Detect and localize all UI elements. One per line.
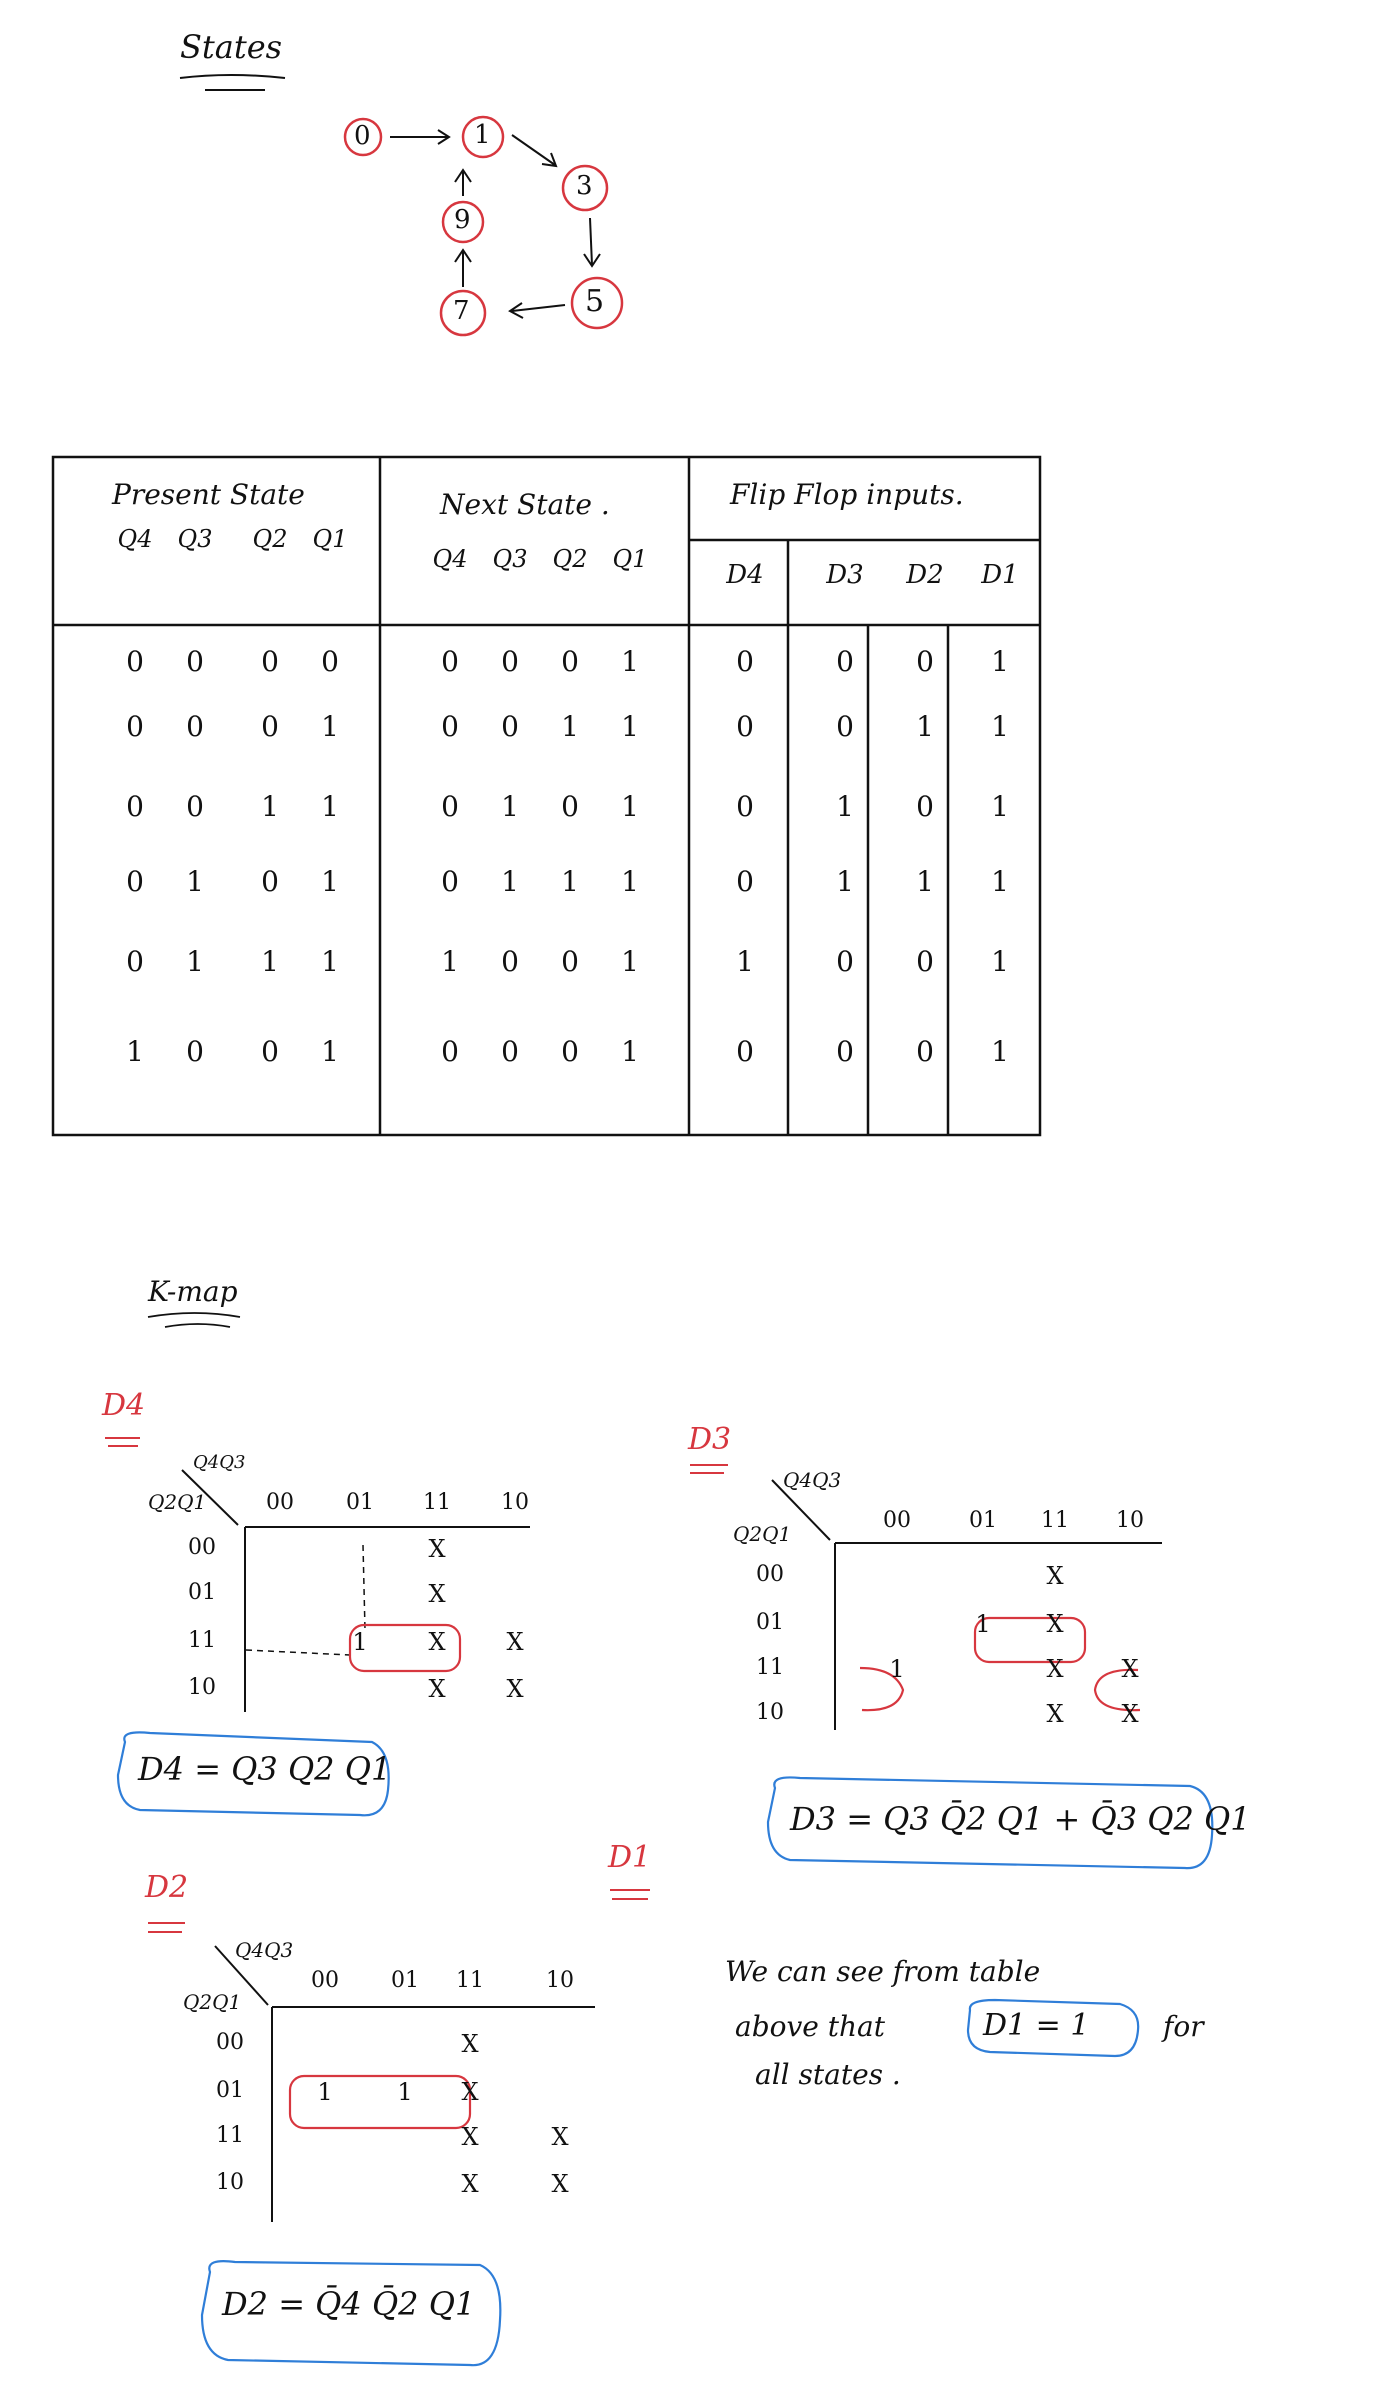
input-cell: 1 (836, 790, 854, 823)
d4-row-label: 01 (188, 1580, 216, 1605)
present-cell: 0 (261, 710, 279, 743)
input-cell: 0 (736, 790, 754, 823)
d2-corner-top: Q4Q3 (235, 1938, 294, 1962)
input-cell: 1 (916, 710, 934, 743)
next-cell: 1 (621, 645, 639, 678)
present-cell: 1 (321, 945, 339, 978)
d4-corner-top: Q4Q3 (193, 1452, 246, 1473)
input-cell: 0 (836, 1035, 854, 1068)
present-cell: 0 (126, 645, 144, 678)
d2-cell: X (461, 2030, 479, 2058)
flipflop-inputs-header: Flip Flop inputs. (730, 478, 964, 511)
d4-col-label: 10 (501, 1490, 529, 1515)
input-col-header: D2 (906, 560, 944, 590)
d2-cell: X (551, 2170, 569, 2198)
d2-cell: X (461, 2170, 479, 2198)
d2-row-label: 00 (216, 2030, 244, 2055)
input-cell: 1 (991, 1035, 1009, 1068)
d3-cell: X (1046, 1562, 1064, 1590)
input-cell: 0 (736, 865, 754, 898)
next-cell: 0 (501, 945, 519, 978)
present-cell: 0 (186, 710, 204, 743)
next-cell: 1 (621, 1035, 639, 1068)
input-cell: 0 (916, 1035, 934, 1068)
d4-cell: X (506, 1675, 524, 1703)
d3-col-label: 11 (1041, 1508, 1069, 1533)
state-5-label: 5 (585, 284, 605, 319)
next-cell: 1 (621, 790, 639, 823)
d1-note-after: for (1163, 2010, 1204, 2043)
next-cell: 0 (441, 790, 459, 823)
state-9-label: 9 (454, 205, 471, 235)
input-cell: 0 (736, 1035, 754, 1068)
present-cell: 0 (186, 645, 204, 678)
d3-corner-top: Q4Q3 (783, 1468, 842, 1492)
d4-col-label: 11 (423, 1490, 451, 1515)
next-cell: 0 (441, 710, 459, 743)
d3-cell: X (1046, 1655, 1064, 1683)
present-cell: 0 (186, 1035, 204, 1068)
d4-cell: X (428, 1628, 446, 1656)
d2-row-label: 10 (216, 2170, 244, 2195)
next-cell: 0 (561, 1035, 579, 1068)
present-col-header: Q2 (252, 525, 288, 553)
input-cell: 0 (916, 945, 934, 978)
present-state-header: Present State (112, 478, 305, 511)
d3-col-label: 10 (1116, 1508, 1144, 1533)
next-cell: 1 (621, 945, 639, 978)
next-state-header: Next State . (440, 488, 610, 521)
d2-corner-side: Q2Q1 (183, 1990, 242, 2014)
d2-col-label: 00 (311, 1968, 339, 1993)
d3-cell: X (1046, 1700, 1064, 1728)
d4-cell: X (428, 1535, 446, 1563)
state-7-label: 7 (453, 296, 470, 326)
d3-col-label: 00 (883, 1508, 911, 1533)
next-cell: 0 (441, 865, 459, 898)
input-cell: 1 (991, 790, 1009, 823)
d3-row-label: 11 (756, 1655, 784, 1680)
input-cell: 0 (836, 645, 854, 678)
input-cell: 0 (916, 790, 934, 823)
d3-corner-side: Q2Q1 (733, 1522, 792, 1546)
present-cell: 0 (186, 790, 204, 823)
d4-cell: X (506, 1628, 524, 1656)
d2-row-label: 01 (216, 2078, 244, 2103)
next-col-header: Q4 (432, 545, 468, 573)
d2-col-label: 10 (546, 1968, 574, 1993)
d4-row-label: 00 (188, 1535, 216, 1560)
input-col-header: D4 (726, 560, 764, 590)
present-col-header: Q3 (177, 525, 213, 553)
present-cell: 1 (321, 865, 339, 898)
present-cell: 1 (321, 1035, 339, 1068)
d4-col-label: 01 (346, 1490, 374, 1515)
d4-row-label: 10 (188, 1675, 216, 1700)
d3-row-label: 01 (756, 1610, 784, 1635)
d4-row-label: 11 (188, 1628, 216, 1653)
input-cell: 0 (916, 645, 934, 678)
present-cell: 0 (126, 865, 144, 898)
input-cell: 1 (991, 865, 1009, 898)
d1-note-line1: We can see from table (725, 1955, 1041, 1988)
present-cell: 0 (261, 645, 279, 678)
present-cell: 1 (186, 865, 204, 898)
present-cell: 0 (261, 1035, 279, 1068)
present-cell: 0 (261, 865, 279, 898)
kmap-heading: K-map (148, 1275, 238, 1308)
d2-equation: D2 = Q̄4 Q̄2 Q1 (222, 2285, 476, 2323)
next-cell: 0 (561, 645, 579, 678)
present-cell: 1 (186, 945, 204, 978)
d3-row-label: 00 (756, 1562, 784, 1587)
next-cell: 0 (441, 1035, 459, 1068)
state-3-label: 3 (576, 171, 593, 201)
next-col-header: Q3 (492, 545, 528, 573)
d3-equation: D3 = Q3 Q̄2 Q1 + Q̄3 Q2 Q1 (790, 1800, 1251, 1838)
d2-row-label: 11 (216, 2123, 244, 2148)
d4-col-label: 00 (266, 1490, 294, 1515)
input-cell: 1 (991, 945, 1009, 978)
d3-cell: X (1121, 1655, 1139, 1683)
state-0-label: 0 (354, 121, 371, 151)
input-cell: 1 (991, 710, 1009, 743)
next-cell: 0 (501, 1035, 519, 1068)
present-cell: 0 (126, 945, 144, 978)
next-cell: 1 (501, 865, 519, 898)
present-cell: 0 (321, 645, 339, 678)
input-cell: 0 (736, 645, 754, 678)
d2-col-label: 11 (456, 1968, 484, 1993)
d1-note-line2: above that (735, 2010, 885, 2043)
present-cell: 1 (126, 1035, 144, 1068)
input-cell: 1 (836, 865, 854, 898)
d4-cell: 1 (352, 1628, 368, 1656)
present-cell: 1 (261, 945, 279, 978)
next-cell: 1 (501, 790, 519, 823)
d3-cell: 1 (975, 1610, 991, 1638)
present-cell: 1 (321, 710, 339, 743)
present-cell: 1 (261, 790, 279, 823)
states-heading: States (180, 28, 283, 66)
d2-cell: X (551, 2123, 569, 2151)
d2-cell: 1 (317, 2078, 333, 2106)
next-cell: 1 (441, 945, 459, 978)
d4-cell: X (428, 1580, 446, 1608)
d3-cell: 1 (889, 1655, 905, 1683)
d3-cell: X (1046, 1610, 1064, 1638)
next-cell: 0 (561, 945, 579, 978)
d4-equation: D4 = Q3 Q2 Q1 (138, 1750, 392, 1788)
next-cell: 1 (621, 865, 639, 898)
input-cell: 1 (991, 645, 1009, 678)
d2-cell: 1 (397, 2078, 413, 2106)
present-col-header: Q4 (117, 525, 153, 553)
d4-label: D4 (102, 1388, 146, 1423)
present-cell: 1 (321, 790, 339, 823)
present-cell: 0 (126, 710, 144, 743)
input-cell: 0 (836, 710, 854, 743)
d1-boxed-equation: D1 = 1 (983, 2008, 1090, 2043)
next-col-header: Q1 (612, 545, 648, 573)
d2-cell: X (461, 2078, 479, 2106)
input-col-header: D1 (981, 560, 1019, 590)
input-col-header: D3 (826, 560, 864, 590)
d1-label: D1 (608, 1840, 652, 1875)
d4-cell: X (428, 1675, 446, 1703)
next-cell: 1 (561, 710, 579, 743)
next-cell: 0 (441, 645, 459, 678)
d4-corner-side: Q2Q1 (148, 1490, 207, 1514)
next-cell: 1 (621, 710, 639, 743)
input-cell: 1 (916, 865, 934, 898)
d1-note-line3: all states . (755, 2058, 901, 2091)
next-cell: 0 (501, 710, 519, 743)
d2-col-label: 01 (391, 1968, 419, 1993)
next-col-header: Q2 (552, 545, 588, 573)
state-1-label: 1 (474, 120, 491, 150)
input-cell: 0 (836, 945, 854, 978)
present-col-header: Q1 (312, 525, 348, 553)
d2-cell: X (461, 2123, 479, 2151)
d3-row-label: 10 (756, 1700, 784, 1725)
d3-col-label: 01 (969, 1508, 997, 1533)
input-cell: 1 (736, 945, 754, 978)
next-cell: 0 (501, 645, 519, 678)
next-cell: 1 (561, 865, 579, 898)
next-cell: 0 (561, 790, 579, 823)
input-cell: 0 (736, 710, 754, 743)
d3-cell: X (1121, 1700, 1139, 1728)
d2-label: D2 (145, 1870, 189, 1905)
present-cell: 0 (126, 790, 144, 823)
d3-label: D3 (688, 1422, 732, 1457)
